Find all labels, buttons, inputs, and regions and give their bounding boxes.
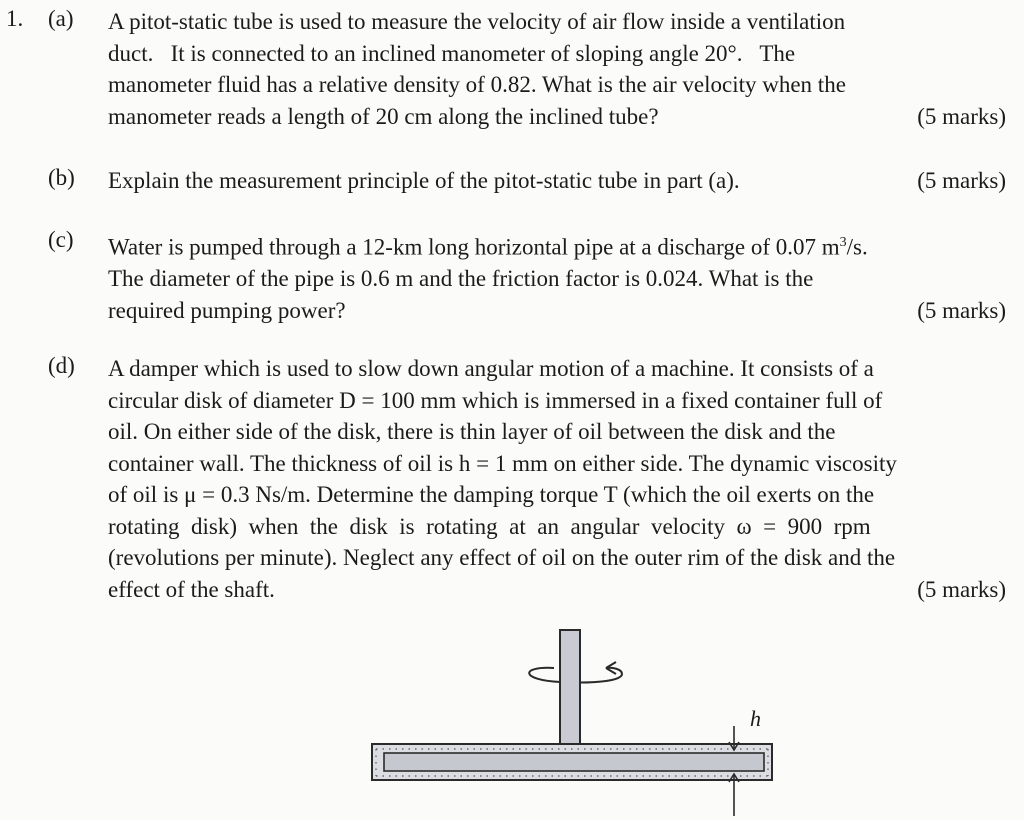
part-c xyxy=(48,227,1018,327)
part-d-line-6: rotating disk) when the disk is rotating at an angular velocity ω = 900 rpm xyxy=(108,513,871,539)
part-c-line-1-text: Water is pumped through a 12-km long horizontal pipe at a discharge of 0.07 m xyxy=(108,234,840,260)
part-a-label: (a) xyxy=(48,6,74,31)
part-d-body xyxy=(108,353,1018,605)
part-c-line-3: required pumping power? xyxy=(108,297,346,323)
damper-figure xyxy=(360,628,780,818)
part-c-last-line xyxy=(108,295,1018,327)
part-d-line-7: (revolutions per minute). Neglect any effect of oil on the outer rim of the disk and the xyxy=(108,545,896,570)
part-d-line-1: A damper which is used to slow down angular motion of a machine. It consists of a xyxy=(108,356,874,381)
disk xyxy=(384,753,764,771)
part-a-marks: (5 marks) xyxy=(917,103,1006,129)
part-a-line-1: A pitot-static tube is used to measure the velocity of air flow inside a ventilation xyxy=(108,9,846,34)
part-a-body xyxy=(108,6,1018,132)
part-d-label: (d) xyxy=(48,353,75,378)
part-d-line-8: effect of the shaft. xyxy=(108,576,275,602)
part-c-body xyxy=(108,227,1018,326)
part-c-line-1 xyxy=(108,227,1018,263)
part-b-last-line xyxy=(108,165,1018,197)
part-c-marks: (5 marks) xyxy=(917,297,1006,323)
part-c-line-2: The diameter of the pipe is 0.6 m and the friction factor is 0.024. What is the xyxy=(108,266,814,292)
part-b-text: Explain the measurement principle of the pitot-static tube in part (a). xyxy=(108,168,740,193)
part-c-label: (c) xyxy=(48,227,74,252)
part-a-line-2: duct. It is connected to an inclined manometer of sloping angle 20°. The xyxy=(108,40,796,66)
shaft xyxy=(560,630,580,754)
part-a-line-3: manometer fluid has a relative density of 0.82. What is the air velocity when the xyxy=(108,72,846,97)
part-b-body xyxy=(108,165,1018,197)
part-c-superscript: 3 xyxy=(839,235,847,250)
h-label: h xyxy=(750,706,761,731)
part-d-line-3: oil. On either side of the disk, there is thin layer of oil between the disk and the xyxy=(108,419,836,444)
part-a-last-line xyxy=(108,101,1018,133)
part-a xyxy=(48,6,1018,136)
part-b-marks: (5 marks) xyxy=(917,168,1006,193)
part-d-line-4: container wall. The thickness of oil is h = 1 mm on either side. The dynamic viscosity xyxy=(108,450,897,476)
part-d-line-5: of oil is μ = 0.3 Ns/m. Determine the damping torque T (which the oil exerts on the xyxy=(108,482,875,507)
part-b-label: (b) xyxy=(48,165,75,190)
part-d-line-2: circular disk of diameter D = 100 mm which is immersed in a fixed container full of xyxy=(108,387,883,413)
part-d-marks: (5 marks) xyxy=(917,576,1006,602)
part-c-line-1-unit: /s. xyxy=(846,234,868,260)
question-number: 1. xyxy=(6,6,24,31)
part-b xyxy=(48,165,1018,199)
part-d-last-line xyxy=(108,574,1018,606)
part-d xyxy=(48,353,1018,613)
part-a-line-4: manometer reads a length of 20 cm along the inclined tube? xyxy=(108,103,659,129)
